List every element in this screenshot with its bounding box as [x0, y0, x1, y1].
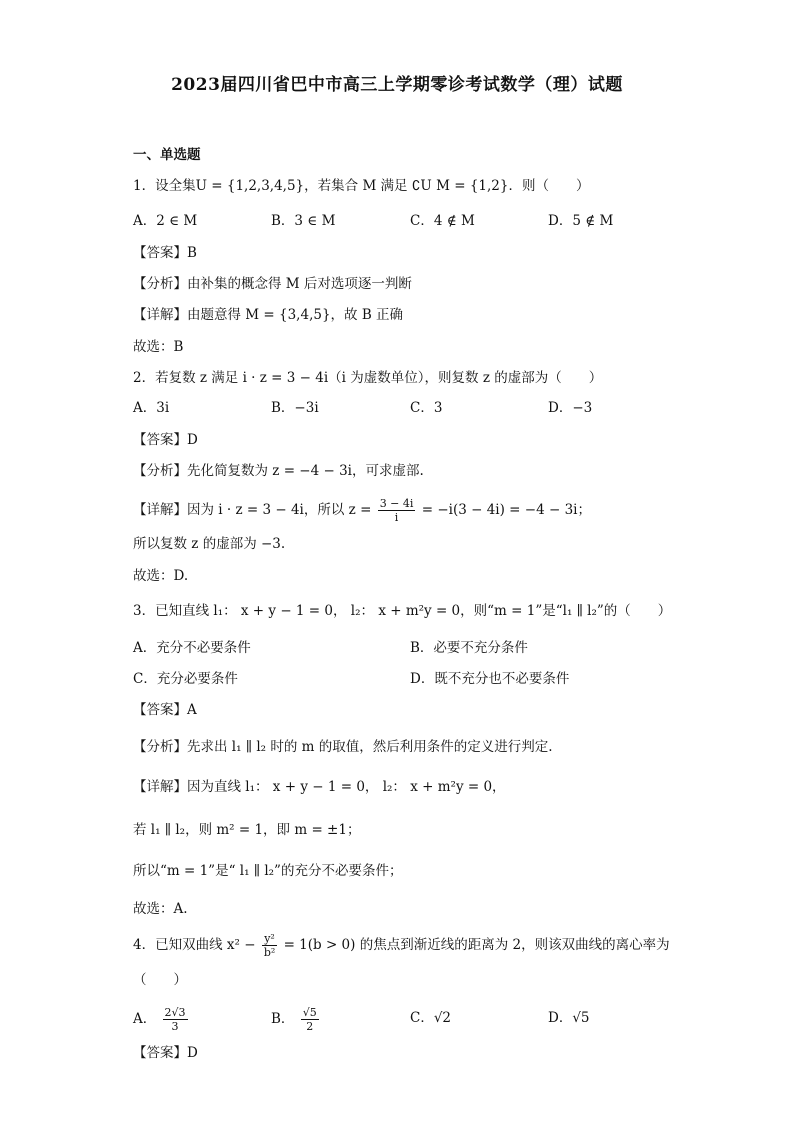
question-1-detail: 【详解】由题意得 M = {3,4,5}，故 B 正确 — [133, 307, 404, 323]
question-2-fraction-numerator: 3 − 4i — [379, 497, 414, 510]
question-1-option-d: D．5 ∉ M — [548, 213, 614, 229]
question-4-stem-numerator: y² — [262, 932, 277, 946]
page-title: 2023届四川省巴中市高三上学期零诊考试数学（理）试题 — [171, 75, 623, 95]
question-4-option-b — [271, 1006, 321, 1033]
question-2-option-c: C．3 — [410, 400, 443, 416]
question-1-analysis: 【分析】由补集的概念得 M 后对选项逐一判断 — [133, 276, 412, 292]
question-4-option-a-denominator: 3 — [171, 1020, 179, 1033]
question-1-option-a: A．2 ∈ M — [133, 213, 198, 229]
question-2-option-a: A．3i — [133, 400, 170, 416]
section-heading: 一、单选题 — [133, 147, 201, 163]
question-4-answer: 【答案】D — [133, 1045, 198, 1061]
question-4-stem — [133, 932, 670, 959]
question-4-option-a-label: A． — [133, 1011, 157, 1027]
question-3-stem: 3．已知直线 l₁： x + y − 1 = 0， l₂： x + m²y = 0，则“m = 1”是“l₁ ∥ l₂”的（ ） — [133, 603, 672, 619]
question-4-option-c: C．√2 — [410, 1010, 452, 1026]
question-4-option-a-fraction — [163, 1006, 188, 1033]
question-2-fraction-denominator: i — [394, 511, 399, 524]
question-4-paren: （ ） — [133, 972, 187, 988]
question-2-detail — [133, 497, 591, 524]
question-3-analysis: 【分析】先求出 l₁ ∥ l₂ 时的 m 的取值，然后利用条件的定义进行判定. — [133, 739, 553, 755]
question-3-answer: 【答案】A — [133, 702, 197, 718]
question-3-option-b: B．必要不充分条件 — [410, 640, 528, 656]
question-3-detail: 【详解】因为直线 l₁： x + y − 1 = 0， l₂： x + m²y = 0， — [133, 779, 506, 795]
question-4-option-b-label: B． — [271, 1011, 295, 1027]
question-4-stem-fraction — [262, 932, 277, 959]
question-1-option-c: C．4 ∉ M — [410, 213, 475, 229]
question-3-option-c: C．充分必要条件 — [133, 671, 238, 687]
question-4-option-d: D．√5 — [548, 1010, 590, 1026]
question-3-step: 若 l₁ ∥ l₂，则 m² = 1，即 m = ±1； — [133, 822, 361, 838]
question-2-conclusion: 所以复数 z 的虚部为 −3. — [133, 536, 286, 552]
question-4-option-b-numerator: √5 — [302, 1006, 317, 1019]
question-4-stem-denominator: b² — [263, 946, 276, 959]
question-1-option-b: B．3 ∈ M — [271, 213, 336, 229]
question-4-stem-pre: 4．已知双曲线 x² − — [133, 937, 256, 953]
question-2-detail-post: = −i(3 − 4i) = −4 − 3i； — [421, 502, 591, 518]
question-3-option-d: D．既不充分也不必要条件 — [410, 671, 570, 687]
question-2-choose: 故选：D. — [133, 568, 189, 584]
question-1-choose: 故选：B — [133, 339, 184, 355]
question-2-answer: 【答案】D — [133, 432, 198, 448]
question-2-fraction — [378, 497, 416, 524]
question-2-detail-pre: 【详解】因为 i · z = 3 − 4i，所以 z = — [133, 502, 372, 518]
question-4-option-b-fraction — [301, 1006, 319, 1033]
question-2-stem: 2．若复数 z 满足 i · z = 3 − 4i（i 为虚数单位），则复数 z 的虚部为（ ） — [133, 370, 603, 386]
question-3-option-a: A．充分不必要条件 — [133, 640, 251, 656]
question-3-conclusion: 所以“m = 1”是“ l₁ ∥ l₂”的充分不必要条件； — [133, 863, 403, 879]
question-2-option-d: D．−3 — [548, 400, 593, 416]
question-4-option-a — [133, 1006, 190, 1033]
question-4-option-a-numerator: 2√3 — [164, 1006, 186, 1019]
question-4-option-b-denominator: 2 — [306, 1020, 314, 1033]
question-1-answer: 【答案】B — [133, 245, 197, 261]
question-2-analysis: 【分析】先化简复数为 z = −4 − 3i，可求虚部. — [133, 463, 424, 479]
question-2-option-b: B．−3i — [271, 400, 319, 416]
question-1-stem: 1．设全集U = {1,2,3,4,5}，若集合 M 满足 ∁U M = {1,2}．则（ ） — [133, 178, 590, 194]
question-3-choose: 故选：A. — [133, 901, 188, 917]
question-4-stem-post: = 1(b > 0) 的焦点到渐近线的距离为 2，则该双曲线的离心率为 — [283, 937, 670, 953]
